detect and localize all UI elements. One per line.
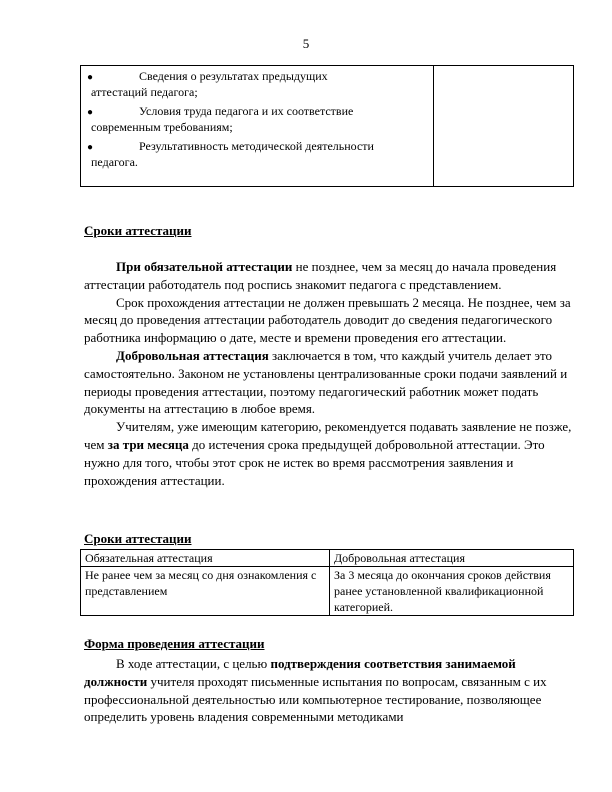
top-table-right-cell <box>434 66 573 186</box>
section-heading-terms-table: Сроки аттестации <box>84 531 192 546</box>
paragraph: При обязательной аттестации не позднее, чем за месяц до начала проведения аттестации работодатель под роспись знакомит педагога с представлением. <box>84 259 557 292</box>
table-cell: Не ранее чем за месяц со дня ознакомления с представлением <box>81 567 330 616</box>
table-cell: За 3 месяца до окончания сроков действия ранее установленной квалификационной категорией. <box>330 567 574 616</box>
section-heading-terms: Сроки аттестации <box>84 223 192 238</box>
terms-table <box>80 549 574 616</box>
bullet-icon: ● <box>87 142 94 153</box>
paragraph: Учителям, уже имеющим категорию, рекомендуется подавать заявление не позже, чем за три месяца до истечения срока предыдущей добровольной аттестации. Это нужно для того, чтобы этот срок не истек во время рассмотрения заявления и прохождения аттестации. <box>84 419 572 488</box>
paragraph: В ходе аттестации, с целью подтверждения соответствия занимаемой должности учителя проходят письменные испытания по вопросам, связанным с их профессиональной деятельностью или компьютерное тестирование, позволяющее определить уровень владения современными методиками <box>84 656 547 725</box>
table-row <box>81 567 574 616</box>
top-table <box>80 65 574 187</box>
bullet-icon: ● <box>87 72 94 83</box>
list-item: ● Сведения о результатах предыдущих аттестаций педагога; <box>87 69 328 99</box>
section-terms-body <box>84 258 572 489</box>
paragraph: Срок прохождения аттестации не должен превышать 2 месяца. Не позднее, чем за месяц до проведения аттестации работодатель доводит до сведения педагогического работника информацию о дате, месте и времени проведения его аттестации. <box>84 294 571 346</box>
paragraph: Добровольная аттестация заключается в том, что каждый учитель делает это самостоятельно. Законом не установлены централизованные сроки подачи заявлений и периоды проведения аттестации, поэтому педагогический работник может подать документы на аттестацию в любое время. <box>84 347 568 417</box>
table-header-cell: Добровольная аттестация <box>330 550 574 567</box>
table-header-row <box>81 550 574 567</box>
table-header-cell: Обязательная аттестация <box>81 550 330 567</box>
list-item: ● Результативность методической деятельности педагога. <box>87 139 374 169</box>
section-heading-form: Форма проведения аттестации <box>84 636 265 651</box>
page-number: 5 <box>302 36 310 51</box>
bullet-icon: ● <box>87 107 94 118</box>
section-form-body <box>84 655 572 726</box>
list-item: ● Условия труда педагога и их соответствие современным требованиям; <box>87 104 354 134</box>
top-table-left-cell <box>81 66 434 186</box>
